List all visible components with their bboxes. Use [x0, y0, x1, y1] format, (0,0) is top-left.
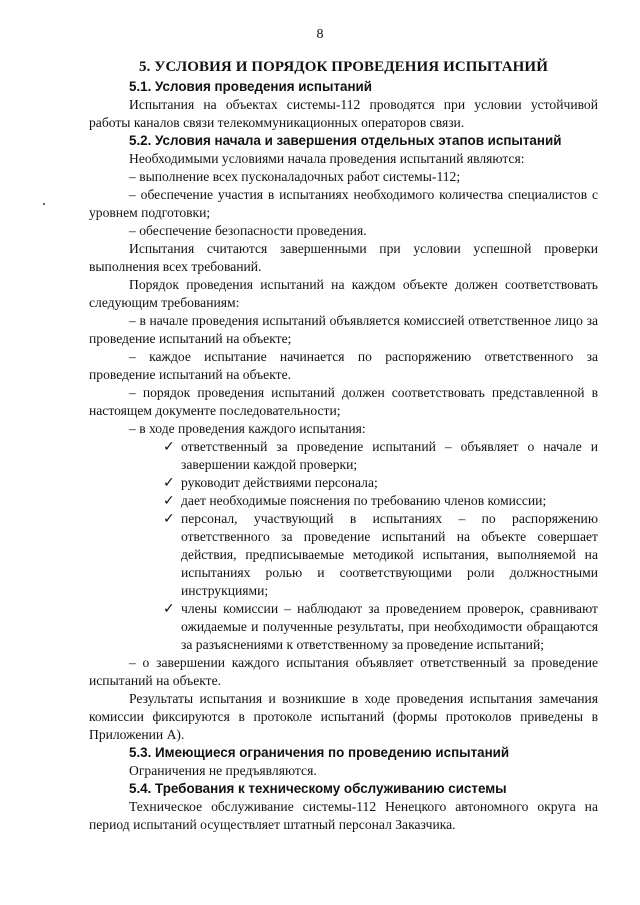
checklist	[89, 438, 598, 654]
paragraph: Испытания считаются завершенными при условии успешной проверки выполнения всех требований.	[89, 241, 598, 274]
section-title: 5. УСЛОВИЯ И ПОРЯДОК ПРОВЕДЕНИЯ ИСПЫТАНИЙ	[139, 59, 548, 75]
paragraph: Порядок проведения испытаний на каждом объекте должен соответствовать следующим требованиям:	[89, 277, 598, 310]
check-item: ✓ дает необходимые пояснения по требованию членов комиссии;	[163, 493, 547, 509]
paragraph: Результаты испытания и возникшие в ходе проведения испытания замечания комиссии фиксируются в протоколе испытаний (формы протоколов приведены в Приложении А).	[89, 691, 598, 742]
subsection-heading-5-1: 5.1. Условия проведения испытаний	[129, 79, 373, 94]
subsection-heading-5-4: 5.4. Требования к техническому обслуживанию системы	[129, 781, 507, 796]
check-item: ✓ члены комиссии – наблюдают за проведением проверок, сравнивают ожидаемые и полученные результаты, при необходимости обращаются за разъяснениями к ответственному за проведение испытаний;	[163, 601, 598, 652]
list-item: – в начале проведения испытаний объявляется комиссией ответственное лицо за проведение испытаний на объекте;	[89, 313, 598, 346]
check-mark-icon: ✓	[163, 493, 175, 509]
check-mark-icon: ✓	[163, 601, 175, 617]
paragraph: Необходимыми условиями начала проведения испытаний являются:	[129, 151, 525, 166]
document-body	[89, 58, 598, 834]
list-item: – обеспечение участия в испытаниях необходимого количества специалистов с уровнем подготовки;	[89, 187, 598, 220]
check-item: ✓ руководит действиями персонала;	[163, 475, 378, 491]
check-mark-icon: ✓	[163, 511, 175, 527]
scan-speck	[43, 203, 45, 205]
check-mark-icon: ✓	[163, 439, 175, 455]
paragraph: Ограничения не предъявляются.	[129, 763, 317, 778]
list-item: – порядок проведения испытаний должен соответствовать представленной в настоящем документе последовательности;	[89, 385, 598, 418]
list-item: – в ходе проведения каждого испытания:	[129, 421, 366, 436]
list-item: – каждое испытание начинается по распоряжению ответственного за проведение испытаний на объекте.	[89, 349, 598, 382]
check-item: ✓ ответственный за проведение испытаний – объявляет о начале и завершении каждой проверки;	[163, 439, 598, 472]
check-mark-icon: ✓	[163, 475, 175, 491]
subsection-heading-5-3: 5.3. Имеющиеся ограничения по проведению испытаний	[129, 745, 510, 760]
paragraph: Испытания на объектах системы-112 проводятся при условии устойчивой работы каналов связи телекоммуникационных операторов связи.	[89, 97, 598, 130]
subsection-heading-5-2: 5.2. Условия начала и завершения отдельных этапов испытаний	[129, 133, 562, 148]
list-item: – обеспечение безопасности проведения.	[129, 223, 367, 238]
list-item: – выполнение всех пусконаладочных работ системы-112;	[129, 169, 461, 184]
list-item: – о завершении каждого испытания объявляет ответственный за проведение испытаний на объекте.	[89, 655, 598, 688]
page-number: 8	[316, 27, 324, 42]
check-item: ✓ персонал, участвующий в испытаниях – по распоряжению ответственного за проведение испытаний на объекте совершает действия, предписываемые методикой испытания, выполняемой на испытаниях ролью и соответствующими роли должностными инструкциями;	[163, 511, 598, 598]
paragraph: Техническое обслуживание системы-112 Ненецкого автономного округа на период испытаний осуществляет штатный персонал Заказчика.	[89, 799, 598, 832]
